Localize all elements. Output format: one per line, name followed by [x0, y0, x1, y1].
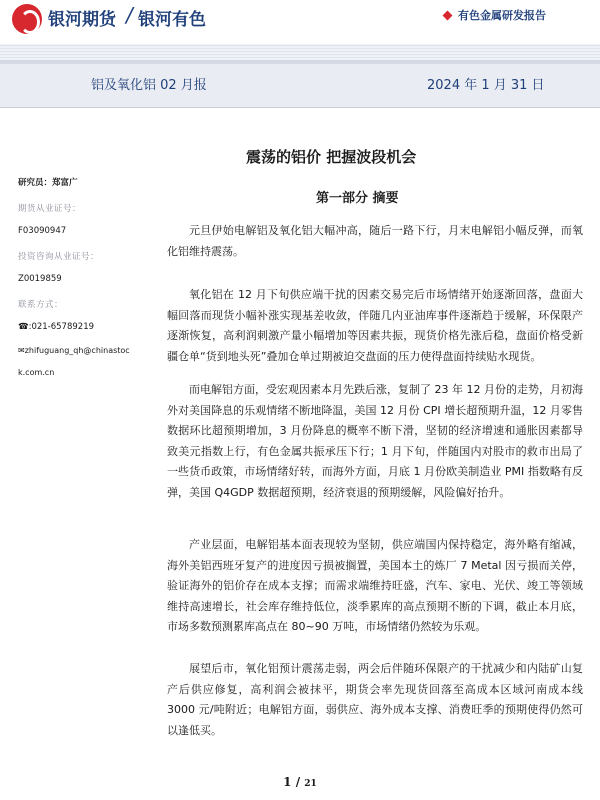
- article-title: 震荡的铝价 把握波段机会: [246, 148, 417, 166]
- brand-secondary: 银河有色: [138, 10, 206, 30]
- report-header: [0, 0, 600, 44]
- phone-number: ☎:021-65789219: [18, 322, 95, 332]
- page-current: 1: [283, 775, 292, 789]
- paragraph-2: 氧化铝在 12 月下旬供应端干扰的因素交易完后市场情绪开始逐渐回落，盘面大幅回落而现货小幅补涨实现基差收敛，伴随几内亚油库事件逐渐趋于缓解，环保限产逐渐恢复，高利润刺激产量小幅增加等因素共振，现货价格先涨后稳，盘面价格受新疆仓单“货到地头死”叠加仓单过期被迫交盘面的压力使得盘面持续贴水现货。: [167, 288, 583, 363]
- advisory-cert-value: Z0019859: [18, 274, 62, 284]
- section-heading: 第一部分 摘要: [316, 191, 399, 206]
- email-address[interactable]: ✉zhifuguang_qh@chinastoc: [18, 346, 130, 355]
- futures-cert-value: F03090947: [18, 226, 67, 236]
- futures-cert-label: 期货从业证号：: [18, 204, 82, 214]
- report-type-label: 有色金属研发报告: [458, 9, 546, 22]
- paragraph-1: 元旦伊始电解铝及氧化铝大幅冲高，随后一路下行，月末电解铝小幅反弹，而氧化铝维持震荡。: [167, 224, 583, 258]
- page-separator: /: [291, 775, 305, 789]
- contact-label: 联系方式：: [18, 300, 64, 310]
- brand-primary: 银河期货: [48, 10, 116, 30]
- paragraph-4: 产业层面，电解铝基本面表现较为坚韧，供应端国内保持稳定，海外略有缩减，海外美铝西班牙复产的进度因亏损被搁置，美国本土的炼厂 7 Metal 因亏损而关停，验证海外的铝价存在成本支撑；而需求端维持旺盛，汽车、家电、光伏、竣工等领域维持高速增长，社会库存维持低位，淡季累库的高点预期不断的下调，截止本月底，市场多数预测累库高点在 80~90 万吨，市场情绪仍然较为乐观。: [167, 538, 583, 633]
- researcher-name: 郑富广: [52, 178, 78, 188]
- diamond-bullet-icon: [443, 11, 453, 21]
- researcher-label: 研究员：: [18, 178, 53, 188]
- product-title: 铝及氧化铝 02 月报: [91, 78, 207, 93]
- brand-separator: /: [126, 3, 133, 27]
- researcher-line: [18, 176, 78, 188]
- advisory-cert-label: 投资咨询从业证号：: [18, 252, 100, 262]
- paragraph-3: 而电解铝方面，受宏观因素本月先跌后涨，复制了 23 年 12 月份的走势，月初海外对美国降息的乐观情绪不断地降温，美国 12 月份 CPI 增长超预期升温，12 月零售数据环比超预期增加，3 月份降息的概率不断下滑，坚韧的经济增速和通胀因素都导致美元指数上行，有色金属共振承压下行；1 月下旬，伴随国内对股市的救市出局了一些货币政策，市场情绪好转，而海外方面，月底 1 月份欧美制造业 PMI 指数略有反弹，美国 Q4GDP 数据超预期，经济衰退的预期缓解，风险偏好抬升。: [167, 383, 583, 499]
- page-total: 21: [304, 779, 317, 789]
- page-number: [0, 775, 600, 789]
- email-address-continued[interactable]: k.com.cn: [18, 368, 55, 377]
- header-decorative-band: [0, 44, 600, 60]
- galaxy-logo-icon: [12, 4, 42, 34]
- paragraph-5: 展望后市，氧化铝预计震荡走弱，两会后伴随环保限产的干扰减少和内陆矿山复产后供应修复，高利润会被抹平，期货会率先现货回落至高成本区域河南成本线 3000 元/吨附近；电解铝方面，弱供应、海外成本支撑、消费旺季的预期使得仍然可以逢低买。: [167, 662, 583, 737]
- title-band-stripe: [0, 60, 600, 64]
- report-date: 2024 年 1 月 31 日: [427, 78, 545, 93]
